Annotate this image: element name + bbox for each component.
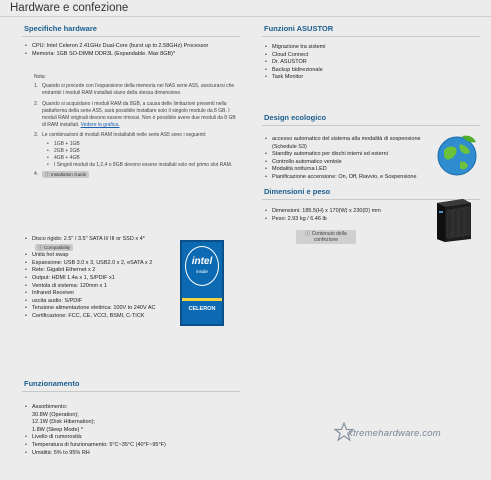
list-item: • Livello di rumorosità: — [24, 434, 238, 442]
intel-inside-label: inside — [196, 269, 208, 274]
note-list — [34, 83, 240, 179]
list-item: • Cloud Connect — [264, 52, 478, 60]
hardware-bottom-list — [24, 236, 184, 321]
list-item: • Unità hot swap — [24, 252, 184, 260]
list-item: • Certificazione: FCC, CE, VCCI, BSMI, C-TICK — [24, 313, 184, 321]
list-item: • Infrared Receiver — [24, 290, 184, 298]
watermark: xtremehardware.com — [348, 428, 441, 439]
list-item: • Memoria: 1GB SO-DIMM DDR3L (Expandable. Max 8GB)* — [24, 51, 238, 59]
list-item: • Tensione alimentazione elettrica: 100V to 240V AC — [24, 305, 184, 313]
info-icon: ⓘ — [305, 231, 311, 237]
list-item: • Umidità: 5% to 95% RH — [24, 450, 238, 458]
page-title: Hardware e confezione — [10, 2, 129, 14]
list-item: • Pianificazione accensione: On, Off, Riavvio, e Sospensione — [264, 174, 436, 182]
info-icon: ⓘ — [38, 244, 43, 250]
power-line: 30.8W (Operation); — [32, 411, 79, 418]
funzionamento-list — [24, 404, 238, 457]
note-item: 2. Quando si acquistano i moduli RAM da 8GB, a causa delle limitazioni presenti nella piattaforma della serie AS5, sarà possibile installare solo il singolo modulo da 8 GB. I moduli RAM originali devono essere rimossi. Non è possibile avere due moduli da 8 GB di RAM installati. Vedere la grafica. — [34, 100, 236, 129]
intel-brand-label: CELERON — [188, 306, 216, 312]
nas-device-image — [433, 197, 475, 243]
power-line: 12.1W (Disk Hibernation); — [32, 419, 95, 426]
list-item: • Espansione: USB 3.0 x 3, USB2.0 x 2, eSATA x 2 — [24, 260, 184, 268]
funzionamento-heading: Funzionamento — [22, 378, 240, 392]
graphic-link[interactable]: Vedere la grafica. — [80, 122, 120, 129]
ram-combo-item: • 4GB + 4GB — [42, 155, 240, 162]
installation-guide-button[interactable]: ⓘ Installation Guide — [42, 171, 89, 178]
list-item: • Assorbimento: 30.8W (Operation); 12.1W (Disk Hibernation); 1.8W (Sleep Mode) * — [24, 404, 238, 434]
list-item: • uscita audio: S/PDIF — [24, 298, 184, 306]
power-line: 1.8W (Sleep Mode) * — [32, 426, 84, 433]
list-item: • Rete: Gigabit Ethernet x 2 — [24, 267, 184, 275]
list-item: • Dimensioni: 185.5(H) x 170(W) x 230(D) mm — [264, 208, 430, 216]
ram-combo-item: • I Singoli moduli da 1,2,4 o 8GB devono essere installati solo nel primo slot RAM. — [42, 162, 240, 169]
hardware-top-list — [24, 43, 238, 58]
list-item: • CPU: Intel Celeron 2.41GHz Dual-Core (burst up to 2.58GHz) Processor — [24, 43, 238, 51]
list-item: • Migrazione tra sistemi — [264, 44, 478, 52]
list-item: • Disco rigido: 2.5" / 3.5" SATA II/ III or SSD x 4* ⓘ Compatibility — [24, 236, 184, 252]
ram-combo-list — [42, 141, 240, 170]
list-item: • Modalità notturna LED — [264, 166, 436, 174]
intel-gold-stripe — [182, 298, 222, 301]
eco-heading: Design ecologico — [262, 112, 480, 126]
list-item: • Dr. ASUSTOR — [264, 59, 478, 67]
note-item: 1. Quando si procede con l'espansione della memoria nei NAS serie AS5, assicurarsi che entrambi i moduli RAM installati siano della stessa dimensione. — [34, 83, 235, 97]
note-item: 4. ⓘ Installation Guide — [34, 171, 240, 179]
list-item: • Standby automatico per dischi interni ed esterni — [264, 151, 436, 159]
asustor-list — [264, 44, 478, 82]
list-item: • Peso: 2.93 kg / 6.46 lb — [264, 216, 430, 224]
list-item: • Task Monitor — [264, 74, 478, 82]
hardware-heading: Specifiche hardware — [22, 23, 240, 37]
list-item: • Controllo automatico ventole — [264, 159, 436, 167]
intel-celeron-badge — [180, 240, 224, 326]
note-item: 3. Le combinazioni di moduli RAM installabili nelle serie AS5 sono i seguenti: • 1GB + 1GB • 2GB + 2GB • 4GB + 4GB • I Singoli moduli da 1,2,4 o 8GB devono essere installati solo nel primo slot RAM. — [34, 132, 240, 169]
info-icon: ⓘ — [45, 172, 50, 178]
list-item: • Backup bidirezionale — [264, 67, 478, 75]
package-contents-button[interactable]: ⓘ Contenuto della confezione — [296, 230, 356, 244]
memory-note — [34, 74, 240, 180]
dimensions-heading: Dimensioni e peso — [262, 186, 480, 200]
ram-combo-item: • 2GB + 2GB — [42, 148, 240, 155]
note-title: Nota: — [34, 74, 46, 80]
dimensions-list — [264, 208, 430, 223]
eco-globe-icon — [434, 132, 480, 178]
compatibility-button[interactable]: ⓘ Compatibility — [35, 244, 73, 251]
ram-combo-item: • 1GB + 1GB — [42, 141, 240, 148]
list-item: • Ventola di sistema: 120mm x 1 — [24, 283, 184, 291]
asustor-heading: Funzioni ASUSTOR — [262, 23, 480, 37]
list-item: • Temperatura di funzionamento: 5°C~35°C (40°F~95°F) — [24, 442, 238, 450]
list-item: • Output: HDMI 1.4a x 1, S/PDIF x1 — [24, 275, 184, 283]
title-divider — [0, 16, 491, 17]
list-item: • accesso automatico del sistema alla modalità di sospensione (Schedule S3) — [264, 136, 436, 151]
intel-logo: intel — [191, 256, 213, 267]
eco-list — [264, 136, 436, 182]
